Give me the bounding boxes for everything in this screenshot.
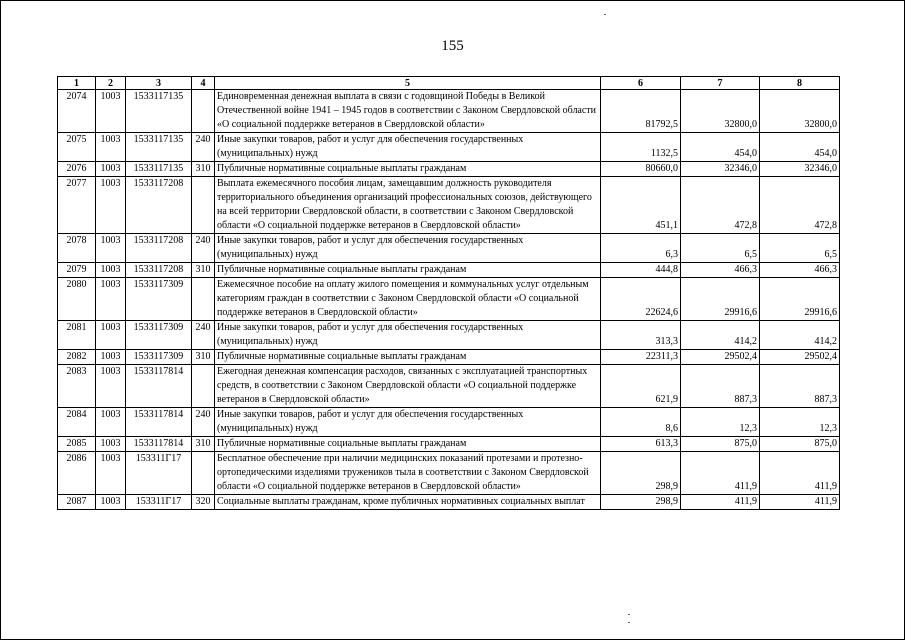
amount-col-8: 454,0 [760,133,840,162]
amount-col-7: 887,3 [681,365,760,408]
expense-type-code: 310 [192,437,215,452]
table-row [58,437,840,452]
target-article-code: 1533117135 [126,90,192,133]
section-code: 1003 [96,162,126,177]
item-description: Публичные нормативные социальные выплаты гражданам [215,350,601,365]
scan-speck [604,14,606,15]
amount-col-7: 12,3 [681,408,760,437]
amount-col-8: 466,3 [760,263,840,278]
amount-col-7: 6,5 [681,234,760,263]
col-header-6: 6 [601,77,681,90]
col-header-5: 5 [215,77,601,90]
amount-col-7: 472,8 [681,177,760,234]
section-code: 1003 [96,133,126,162]
expense-type-code: 310 [192,263,215,278]
amount-col-8: 411,9 [760,495,840,510]
target-article-code: 1533117208 [126,234,192,263]
col-header-3: 3 [126,77,192,90]
scan-speck [628,614,630,615]
amount-col-8: 875,0 [760,437,840,452]
amount-col-8: 29916,6 [760,278,840,321]
target-article-code: 153311Г17 [126,495,192,510]
row-number: 2085 [58,437,96,452]
expense-type-code [192,278,215,321]
amount-col-7: 875,0 [681,437,760,452]
section-code: 1003 [96,321,126,350]
item-description: Иные закупки товаров, работ и услуг для обеспечения государственных (муниципальных) нужд [215,234,601,263]
expense-type-code: 310 [192,162,215,177]
row-number: 2079 [58,263,96,278]
amount-col-6: 451,1 [601,177,681,234]
amount-col-8: 12,3 [760,408,840,437]
amount-col-6: 81792,5 [601,90,681,133]
item-description: Иные закупки товаров, работ и услуг для обеспечения государственных (муниципальных) нужд [215,133,601,162]
target-article-code: 1533117309 [126,350,192,365]
table-row [58,408,840,437]
section-code: 1003 [96,263,126,278]
target-article-code: 1533117309 [126,278,192,321]
target-article-code: 1533117208 [126,263,192,278]
row-number: 2076 [58,162,96,177]
section-code: 1003 [96,495,126,510]
amount-col-6: 613,3 [601,437,681,452]
target-article-code: 1533117135 [126,133,192,162]
amount-col-6: 22311,3 [601,350,681,365]
table-row [58,278,840,321]
table-row [58,234,840,263]
amount-col-6: 298,9 [601,495,681,510]
amount-col-6: 621,9 [601,365,681,408]
amount-col-8: 887,3 [760,365,840,408]
amount-col-8: 32346,0 [760,162,840,177]
target-article-code: 1533117814 [126,408,192,437]
row-number: 2078 [58,234,96,263]
row-number: 2082 [58,350,96,365]
amount-col-6: 1132,5 [601,133,681,162]
section-code: 1003 [96,408,126,437]
amount-col-8: 32800,0 [760,90,840,133]
amount-col-7: 454,0 [681,133,760,162]
row-number: 2077 [58,177,96,234]
expense-type-code [192,452,215,495]
item-description: Публичные нормативные социальные выплаты гражданам [215,437,601,452]
item-description: Единовременная денежная выплата в связи с годовщиной Победы в Великой Отечественной войне 1941 – 1945 годов в соответствии с Законом Свердловской области «О социальной поддержке ветеранов в Свердловской области» [215,90,601,133]
amount-col-6: 22624,6 [601,278,681,321]
amount-col-7: 32346,0 [681,162,760,177]
expense-type-code: 320 [192,495,215,510]
item-description: Выплата ежемесячного пособия лицам, замещавшим должность руководителя территориального объединения организаций профессиональных союзов, действующего на всей территории Свердловской области, в соответствии с Законом Свердловской области «О социальной поддержке ветеранов в Свердловской области» [215,177,601,234]
col-header-2: 2 [96,77,126,90]
expense-type-code: 310 [192,350,215,365]
table-row [58,263,840,278]
item-description: Иные закупки товаров, работ и услуг для обеспечения государственных (муниципальных) нужд [215,321,601,350]
section-code: 1003 [96,177,126,234]
expense-type-code [192,365,215,408]
item-description: Ежемесячное пособие на оплату жилого помещения и коммунальных услуг отдельным категориям граждан в соответствии с Законом Свердловской области «О социальной поддержке ветеранов в Свердловской области» [215,278,601,321]
section-code: 1003 [96,278,126,321]
amount-col-7: 411,9 [681,452,760,495]
amount-col-8: 411,9 [760,452,840,495]
table-row [58,162,840,177]
target-article-code: 1533117135 [126,162,192,177]
amount-col-7: 466,3 [681,263,760,278]
table-row [58,321,840,350]
row-number: 2086 [58,452,96,495]
table-row [58,350,840,365]
item-description: Иные закупки товаров, работ и услуг для обеспечения государственных (муниципальных) нужд [215,408,601,437]
amount-col-8: 414,2 [760,321,840,350]
expense-type-code: 240 [192,408,215,437]
row-number: 2074 [58,90,96,133]
row-number: 2075 [58,133,96,162]
row-number: 2087 [58,495,96,510]
amount-col-8: 472,8 [760,177,840,234]
col-header-4: 4 [192,77,215,90]
section-code: 1003 [96,234,126,263]
target-article-code: 1533117814 [126,365,192,408]
item-description: Публичные нормативные социальные выплаты гражданам [215,162,601,177]
amount-col-6: 298,9 [601,452,681,495]
section-code: 1003 [96,437,126,452]
expense-type-code: 240 [192,133,215,162]
amount-col-6: 313,3 [601,321,681,350]
section-code: 1003 [96,350,126,365]
row-number: 2081 [58,321,96,350]
col-header-8: 8 [760,77,840,90]
row-number: 2084 [58,408,96,437]
target-article-code: 153311Г17 [126,452,192,495]
row-number: 2080 [58,278,96,321]
budget-table [57,76,840,510]
amount-col-8: 6,5 [760,234,840,263]
table-row [58,133,840,162]
item-description: Публичные нормативные социальные выплаты гражданам [215,263,601,278]
section-code: 1003 [96,452,126,495]
amount-col-7: 29502,4 [681,350,760,365]
amount-col-7: 411,9 [681,495,760,510]
amount-col-6: 444,8 [601,263,681,278]
table-row [58,177,840,234]
expense-type-code [192,90,215,133]
target-article-code: 1533117208 [126,177,192,234]
expense-type-code: 240 [192,321,215,350]
target-article-code: 1533117814 [126,437,192,452]
table-row [58,452,840,495]
item-description: Бесплатное обеспечение при наличии медицинских показаний протезами и протезно-ортопедическими изделиями тружеников тыла в соответствии с Законом Свердловской области «О социальной поддержке ветеранов в Свердловской области» [215,452,601,495]
table-row [58,495,840,510]
section-code: 1003 [96,90,126,133]
table-row [58,365,840,408]
amount-col-6: 80660,0 [601,162,681,177]
row-number: 2083 [58,365,96,408]
col-header-1: 1 [58,77,96,90]
section-code: 1003 [96,365,126,408]
item-description: Ежегодная денежная компенсация расходов, связанных с эксплуатацией транспортных средств, в соответствии с Законом Свердловской области «О социальной поддержке ветеранов в Свердловской области» [215,365,601,408]
amount-col-7: 29916,6 [681,278,760,321]
amount-col-8: 29502,4 [760,350,840,365]
amount-col-7: 414,2 [681,321,760,350]
expense-type-code [192,177,215,234]
item-description: Социальные выплаты гражданам, кроме публичных нормативных социальных выплат [215,495,601,510]
header-row [58,77,840,90]
table-row [58,90,840,133]
target-article-code: 1533117309 [126,321,192,350]
col-header-7: 7 [681,77,760,90]
amount-col-7: 32800,0 [681,90,760,133]
amount-col-6: 6,3 [601,234,681,263]
expense-type-code: 240 [192,234,215,263]
page-number: 155 [441,38,464,54]
scan-speck [628,622,630,623]
amount-col-6: 8,6 [601,408,681,437]
